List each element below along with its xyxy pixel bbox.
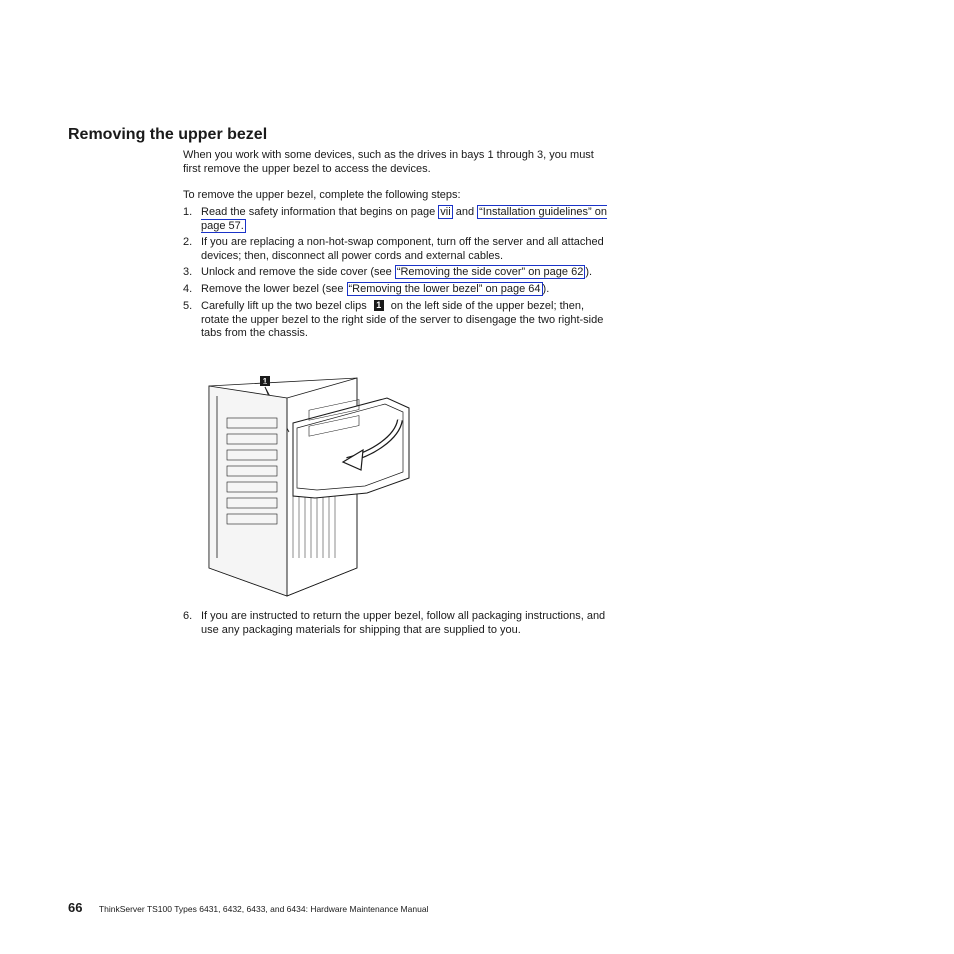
step-text: Read the safety information that begins on page bbox=[201, 206, 439, 218]
step-3 bbox=[183, 266, 613, 283]
intro-paragraph: When you work with some devices, such as the drives in bays 1 through 3, you must first remove the upper bezel to access the devices. bbox=[183, 149, 594, 175]
step-2 bbox=[183, 236, 613, 266]
step-text: on the left side of the upper bezel; then, rotate the upper bezel to the right side of the server to disengage the two right-side tabs from the chassis. bbox=[201, 300, 604, 339]
section-heading: Removing the upper bezel bbox=[68, 126, 268, 143]
step-number: 6. bbox=[183, 610, 193, 622]
steps-list bbox=[183, 206, 613, 341]
step-text: ). bbox=[542, 283, 550, 295]
link-removing-side-cover[interactable]: “Removing the side cover” on page 62 bbox=[396, 266, 584, 278]
link-installation-guidelines[interactable]: “Installation guidelines” on page 57. bbox=[201, 206, 607, 232]
step-6 bbox=[183, 610, 623, 637]
step-number: 3. bbox=[183, 266, 193, 278]
callout-badge: 1 bbox=[374, 300, 384, 311]
step-text: and bbox=[452, 206, 478, 218]
step-text: Remove the lower bezel (see bbox=[201, 283, 347, 295]
lead-paragraph: To remove the upper bezel, complete the following steps: bbox=[183, 189, 461, 201]
step-text: Unlock and remove the side cover (see bbox=[201, 266, 395, 278]
page-number: 66 bbox=[68, 900, 83, 915]
server-bezel-illustration bbox=[197, 368, 413, 600]
step-text: Carefully lift up the two bezel clips bbox=[201, 300, 370, 312]
page-footer bbox=[68, 899, 428, 917]
link-removing-lower-bezel[interactable]: “Removing the lower bezel” on page 64 bbox=[348, 283, 541, 295]
footer-title: ThinkServer TS100 Types 6431, 6432, 6433, and 6434: Hardware Maintenance Manual bbox=[98, 904, 429, 914]
step-number: 2. bbox=[183, 236, 193, 248]
step-number: 4. bbox=[183, 283, 193, 295]
step-5 bbox=[183, 300, 613, 341]
link-page-vii[interactable]: vii bbox=[440, 206, 451, 218]
step-1 bbox=[183, 206, 613, 236]
step-text: ). bbox=[585, 266, 593, 278]
figure-callout-label: 1 bbox=[262, 377, 268, 386]
step-number: 1. bbox=[183, 206, 193, 218]
step-number: 5. bbox=[183, 300, 193, 312]
step-text: If you are replacing a non-hot-swap component, turn off the server and all attached devices; then, disconnect all power cords and external cables. bbox=[201, 236, 604, 262]
step-text: If you are instructed to return the upper bezel, follow all packaging instructions, and use any packaging materials for shipping that are supplied to you. bbox=[201, 610, 606, 636]
step-4 bbox=[183, 283, 613, 300]
